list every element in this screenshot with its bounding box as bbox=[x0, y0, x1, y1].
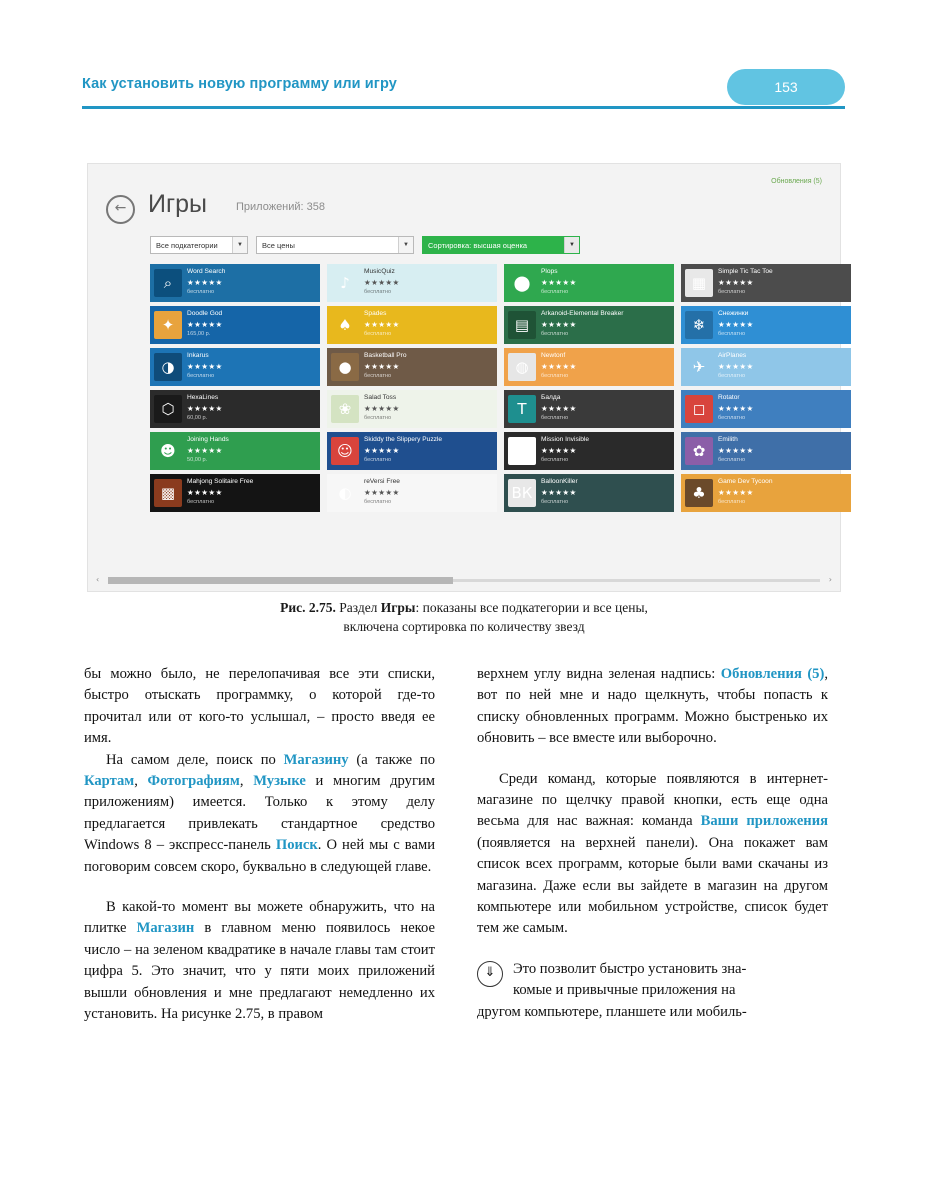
text-run: Среди команд, которые появляются в интернет-магазине по щелчку правой кнопки, есть еще одна весьма для нас важная: команда bbox=[477, 770, 828, 830]
text-run: . О ней мы с вами поговорим совсем скоро, буквально в следующей главе. bbox=[84, 837, 435, 875]
rating-stars: ★★★★★ bbox=[187, 320, 223, 329]
app-icon: ♪ bbox=[331, 269, 359, 297]
highlight-term: Обновления (5) bbox=[720, 666, 825, 682]
rating-stars: ★★★★★ bbox=[187, 362, 223, 371]
rating-stars: ★★★★★ bbox=[364, 488, 400, 497]
app-name: Basketball Pro bbox=[364, 352, 407, 359]
app-icon: ● bbox=[508, 437, 536, 465]
app-name: Word Search bbox=[187, 268, 226, 275]
app-icon: ▦ bbox=[685, 269, 713, 297]
app-tile[interactable] bbox=[150, 348, 320, 386]
app-icon: ▤ bbox=[508, 311, 536, 339]
highlight-term: Магазину bbox=[283, 751, 349, 768]
app-name: Mahjong Solitaire Free bbox=[187, 478, 254, 485]
app-name: Inkarus bbox=[187, 352, 209, 359]
body-column-left bbox=[84, 664, 435, 1026]
rating-stars: ★★★★★ bbox=[187, 488, 223, 497]
paragraph-left-2 bbox=[84, 750, 435, 878]
text-run: , вот по ней мне и надо щелкнуть, чтобы попасть к списку обновленных программ. Можно быстренько их обновить – все вместе или выборочно. bbox=[477, 666, 828, 747]
app-tile[interactable] bbox=[327, 306, 497, 344]
scroll-left-arrow-icon[interactable]: ‹ bbox=[96, 575, 100, 584]
caption-bold-term: Игры bbox=[380, 600, 416, 615]
text-run: , bbox=[239, 773, 254, 790]
app-price: бесплатно bbox=[364, 331, 392, 337]
page-number-badge bbox=[727, 69, 845, 105]
app-tile[interactable] bbox=[681, 390, 851, 428]
paragraph-right-2 bbox=[477, 769, 828, 940]
app-icon: Т bbox=[508, 395, 536, 423]
paragraph-right-1 bbox=[477, 664, 828, 750]
chevron-down-icon[interactable]: ▼ bbox=[398, 237, 413, 253]
app-tile[interactable] bbox=[327, 390, 497, 428]
subcategory-select-label: Все подкатегории bbox=[156, 241, 218, 250]
app-price: бесплатно bbox=[364, 373, 392, 379]
app-name: Rotator bbox=[718, 394, 740, 401]
price-select-label: Все цены bbox=[262, 241, 295, 250]
app-icon: ⬡ bbox=[154, 395, 182, 423]
app-tile[interactable] bbox=[150, 432, 320, 470]
app-tile[interactable] bbox=[681, 306, 851, 344]
text-run: , bbox=[134, 773, 148, 790]
app-price: 165,00 р. bbox=[187, 331, 211, 337]
app-name: MusicQuiz bbox=[364, 268, 395, 275]
app-icon: ✿ bbox=[685, 437, 713, 465]
store-app-count: Приложений: 358 bbox=[236, 201, 326, 213]
download-icon: ⇓ bbox=[477, 961, 503, 987]
app-icon: ВК bbox=[508, 479, 536, 507]
app-icon: ◐ bbox=[331, 479, 359, 507]
back-arrow-icon[interactable]: ← bbox=[106, 195, 135, 224]
app-tile[interactable] bbox=[327, 432, 497, 470]
app-icon: ✦ bbox=[154, 311, 182, 339]
app-price: бесплатно bbox=[541, 415, 569, 421]
sort-select-label: Сортировка: высшая оценка bbox=[428, 241, 528, 250]
app-icon: ● bbox=[331, 353, 359, 381]
text-run: (а также по bbox=[348, 751, 435, 768]
rating-stars: ★★★★★ bbox=[364, 446, 400, 455]
app-tile[interactable] bbox=[681, 264, 851, 302]
rating-stars: ★★★★★ bbox=[541, 404, 577, 413]
app-price: бесплатно bbox=[364, 415, 392, 421]
app-icon: ◑ bbox=[154, 353, 182, 381]
app-tile[interactable] bbox=[327, 264, 497, 302]
updates-link[interactable]: Обновления (5) bbox=[771, 178, 822, 185]
app-icon: ☻ bbox=[154, 437, 182, 465]
app-price: 60,00 р. bbox=[187, 415, 208, 421]
app-icon: ▩ bbox=[154, 479, 182, 507]
app-tile[interactable] bbox=[150, 390, 320, 428]
highlight-term: Музыке bbox=[253, 773, 306, 790]
app-price: бесплатно bbox=[718, 289, 746, 295]
figure-caption bbox=[88, 598, 840, 636]
app-name: Балда bbox=[541, 394, 561, 401]
highlight-term: Поиск bbox=[275, 837, 318, 854]
rating-stars: ★★★★★ bbox=[364, 404, 400, 413]
sort-select[interactable] bbox=[422, 236, 580, 254]
app-icon: ♣ bbox=[685, 479, 713, 507]
app-icon: ✈ bbox=[685, 353, 713, 381]
app-icon: ◍ bbox=[508, 353, 536, 381]
text-run: верхнем углу видна зеленая надпись: bbox=[477, 666, 721, 682]
text-run: На самом деле, поиск по bbox=[106, 751, 284, 768]
horizontal-scrollbar[interactable] bbox=[96, 576, 832, 585]
app-name: Skiddy the Slippery Puzzle bbox=[364, 436, 443, 443]
app-tile[interactable] bbox=[504, 264, 674, 302]
app-price: бесплатно bbox=[364, 289, 392, 295]
app-price: бесплатно bbox=[187, 289, 215, 295]
app-name: BalloonKiller bbox=[541, 478, 578, 485]
callout-line-1: Это позволит быстро установить зна- bbox=[513, 960, 747, 977]
app-tile[interactable] bbox=[150, 306, 320, 344]
app-name: Newtonf bbox=[541, 352, 566, 359]
highlight-term: Ваши приложения bbox=[700, 813, 829, 830]
header-divider bbox=[82, 106, 845, 109]
rating-stars: ★★★★★ bbox=[541, 278, 577, 287]
app-tile[interactable] bbox=[504, 474, 674, 512]
rating-stars: ★★★★★ bbox=[187, 404, 223, 413]
text-run: в главном меню появилось некое число – на зеленом квадратике в начале главы там стоит цифра 5. Это значит, что у пяти моих приложений вышли обновления и мне предлагают немедленно их установить. На рисунке 2.75, в правом bbox=[84, 920, 435, 1023]
paragraph-left-1: бы можно было, не перелопачивая все эти списки, быстро отыскать программку, о которой где-то прочитал или от кого-то услышал, – просто введя ее имя. bbox=[84, 666, 435, 747]
app-name: Mission Invisible bbox=[541, 436, 590, 443]
app-price: бесплатно bbox=[187, 499, 215, 505]
rating-stars: ★★★★★ bbox=[718, 446, 754, 455]
callout-note bbox=[477, 959, 828, 1023]
app-price: бесплатно bbox=[541, 331, 569, 337]
store-section-title: Игры bbox=[148, 190, 207, 218]
app-price: бесплатно bbox=[718, 457, 746, 463]
rating-stars: ★★★★★ bbox=[718, 488, 754, 497]
app-tile[interactable] bbox=[504, 390, 674, 428]
app-price: бесплатно bbox=[718, 331, 746, 337]
app-name: HexaLines bbox=[187, 394, 219, 401]
app-tile[interactable] bbox=[681, 432, 851, 470]
text-run: и многим другим приложениям) имеется. Только к этому делу предлагается привлекать стандартное средство Windows 8 – экспресс-панель bbox=[84, 773, 435, 854]
paragraph-left-3 bbox=[84, 897, 435, 1025]
app-name: Simple Tic Tac Toe bbox=[718, 268, 773, 275]
running-head-title: Как установить новую программу или игру bbox=[82, 76, 397, 92]
app-price: бесплатно bbox=[718, 373, 746, 379]
caption-line-2: включена сортировка по количеству звезд bbox=[343, 619, 585, 634]
app-icon: ☺ bbox=[331, 437, 359, 465]
app-name: Salad Toss bbox=[364, 394, 397, 401]
body-column-right bbox=[477, 664, 828, 1023]
rating-stars: ★★★★★ bbox=[541, 446, 577, 455]
callout-line-3: другом компьютере, планшете или мобиль- bbox=[477, 1003, 747, 1020]
rating-stars: ★★★★★ bbox=[541, 488, 577, 497]
page-number: 153 bbox=[774, 79, 798, 95]
app-tile[interactable] bbox=[504, 348, 674, 386]
rating-stars: ★★★★★ bbox=[541, 362, 577, 371]
app-price: бесплатно bbox=[541, 289, 569, 295]
app-tile[interactable] bbox=[327, 348, 497, 386]
rating-stars: ★★★★★ bbox=[364, 320, 400, 329]
rating-stars: ★★★★★ bbox=[541, 320, 577, 329]
app-name: Снежинки bbox=[718, 310, 749, 317]
subcategory-select[interactable] bbox=[150, 236, 248, 254]
scrollbar-thumb[interactable] bbox=[108, 577, 453, 584]
rating-stars: ★★★★★ bbox=[187, 278, 223, 287]
app-price: бесплатно bbox=[364, 457, 392, 463]
app-name: AirPlanes bbox=[718, 352, 747, 359]
price-select[interactable] bbox=[256, 236, 414, 254]
app-name: Doodle God bbox=[187, 310, 223, 317]
app-icon: ❄ bbox=[685, 311, 713, 339]
app-price: бесплатно bbox=[364, 499, 392, 505]
app-price: 50,00 р. bbox=[187, 457, 208, 463]
app-name: Arkanoid-Elemental Breaker bbox=[541, 310, 624, 317]
caption-text-after: : показаны все подкатегории и все цены, bbox=[415, 600, 648, 615]
app-name: Plops bbox=[541, 268, 558, 275]
rating-stars: ★★★★★ bbox=[718, 362, 754, 371]
app-tile[interactable] bbox=[504, 306, 674, 344]
figure-number: Рис. 2.75. bbox=[280, 600, 336, 615]
app-price: бесплатно bbox=[541, 373, 569, 379]
callout-line-2: комые и привычные приложения на bbox=[513, 982, 736, 999]
app-price: бесплатно bbox=[541, 457, 569, 463]
rating-stars: ★★★★★ bbox=[718, 278, 754, 287]
callout-note-text bbox=[477, 959, 828, 1023]
filter-bar bbox=[150, 236, 580, 254]
app-price: бесплатно bbox=[187, 373, 215, 379]
rating-stars: ★★★★★ bbox=[364, 278, 400, 287]
rating-stars: ★★★★★ bbox=[364, 362, 400, 371]
text-run: (появляется на верхней панели). Она покажет вам список всех программ, которые были вами скачаны из магазина. Даже если вы зайдете в магазин на другом компьютере или мобильном устройстве, список будет тем же самым. bbox=[477, 834, 828, 937]
app-tile[interactable] bbox=[150, 264, 320, 302]
app-icon: ❀ bbox=[331, 395, 359, 423]
app-tile[interactable] bbox=[681, 348, 851, 386]
highlight-term: Картам bbox=[84, 773, 135, 790]
store-app-window bbox=[88, 164, 840, 591]
app-name: Emilith bbox=[718, 436, 738, 443]
caption-text-before: Раздел bbox=[335, 600, 381, 615]
app-name: Joining Hands bbox=[187, 436, 229, 443]
figure-screenshot bbox=[88, 164, 840, 591]
app-icon: ◻ bbox=[685, 395, 713, 423]
app-name: reVersi Free bbox=[364, 478, 400, 485]
highlight-term: Фотографиям bbox=[147, 773, 240, 790]
text-run: В какой-то момент вы можете обнаружить, что на плитке bbox=[84, 899, 435, 937]
rating-stars: ★★★★★ bbox=[187, 446, 223, 455]
rating-stars: ★★★★★ bbox=[718, 320, 754, 329]
app-icon: ⬤ bbox=[508, 269, 536, 297]
app-name: Spades bbox=[364, 310, 387, 317]
app-tile[interactable] bbox=[681, 474, 851, 512]
rating-stars: ★★★★★ bbox=[718, 404, 754, 413]
app-icon: ⌕ bbox=[154, 269, 182, 297]
app-tile[interactable] bbox=[327, 474, 497, 512]
app-name: Game Dev Tycoon bbox=[718, 478, 773, 485]
app-price: бесплатно bbox=[718, 415, 746, 421]
app-icon: ♠ bbox=[331, 311, 359, 339]
app-tile[interactable] bbox=[504, 432, 674, 470]
app-tile[interactable] bbox=[150, 474, 320, 512]
app-price: бесплатно bbox=[718, 499, 746, 505]
chevron-down-icon[interactable]: ▼ bbox=[564, 237, 579, 253]
scroll-right-arrow-icon[interactable]: › bbox=[828, 575, 832, 584]
app-price: бесплатно bbox=[541, 499, 569, 505]
chevron-down-icon[interactable]: ▼ bbox=[232, 237, 247, 253]
highlight-term: Магазин bbox=[136, 920, 195, 937]
